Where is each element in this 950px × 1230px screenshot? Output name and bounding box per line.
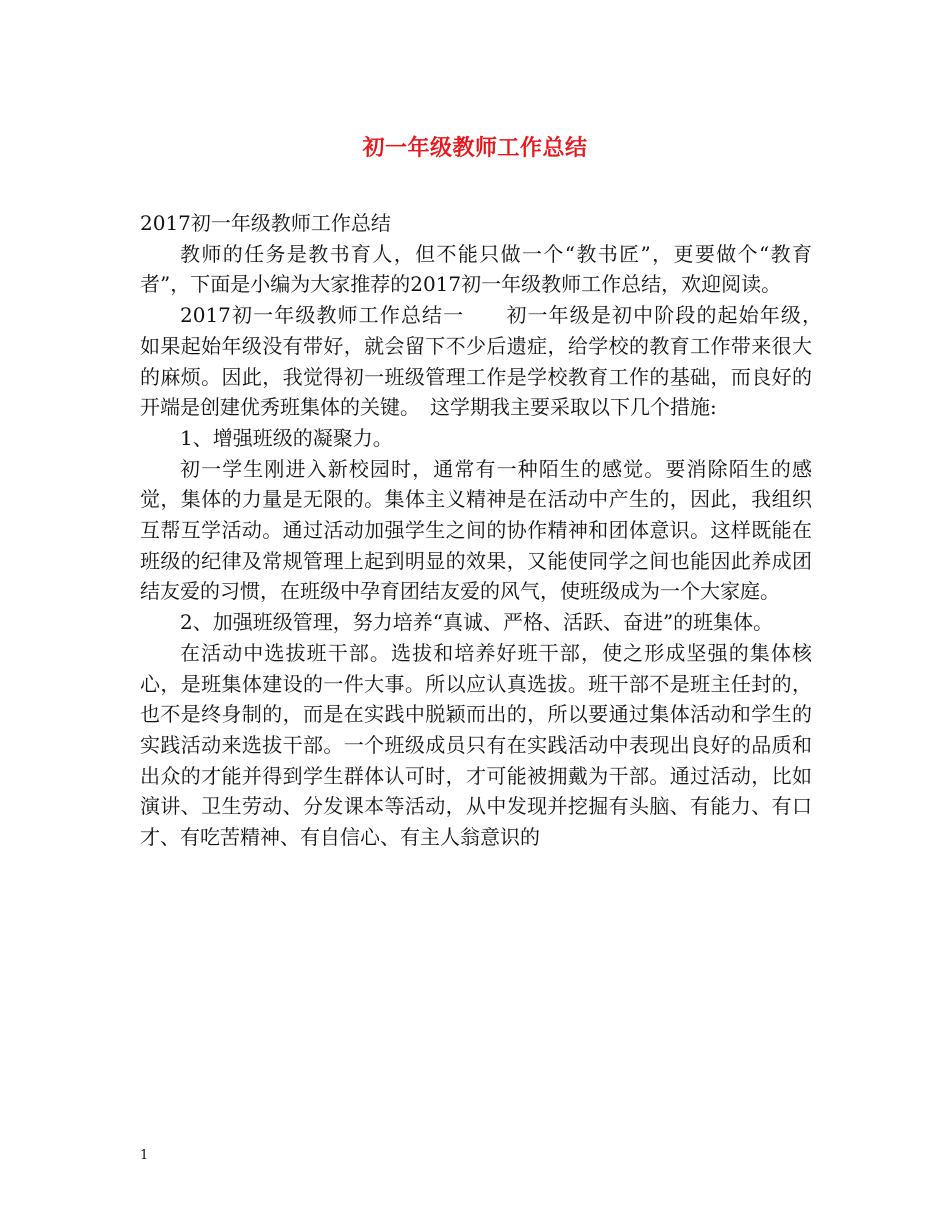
document-body	[140, 208, 832, 853]
subtitle-paragraph: 2017初一年级教师工作总结	[140, 211, 391, 235]
measure-one-heading: 1、增强班级的凝聚力。	[180, 425, 393, 450]
page-number: 1	[140, 1148, 149, 1163]
intro-paragraph: 教师的任务是教书育人，但不能只做一个“教书匠”，更要做个“教育者”，下面是小编为大家推荐的2017初一年级教师工作总结，欢迎阅读。	[140, 241, 812, 297]
section-one-paragraph: 2017初一年级教师工作总结一 初一年级是初中阶段的起始年级， 如果起始年级没有带好，就会留下不少后遗症，给学校的教育工作带来很大的麻烦。因此，我觉得初一班级管理工作是学校教育工作的基础，而良好的开端是创建优秀班集体的关键。 这学期我主要采取以下几个措施:	[140, 303, 832, 420]
measure-two-paragraph: 在活动中选拔班干部。选拔和培养好班干部，使之形成坚强的集体核心，是班集体建设的一件大事。所以应认真选拔。班干部不是班主任封的，也不是终身制的，而是在实践中脱颖而出的，所以要通过集体活动和学生的实践活动来选拔干部。一个班级成员只有在实践活动中表现出良好的品质和出众的才能并得到学生群体认可时，才可能被拥戴为干部。通过活动，比如演讲、卫生劳动、分发课本等活动，从中发现并挖掘有头脑、有能力、有口才、有吃苦精神、有自信心、有主人翁意识的	[140, 640, 812, 850]
measure-two-heading: 2、加强班级管理，努力培养“真诚、严格、活跃、奋进”的班集体。	[180, 610, 774, 635]
measure-one-paragraph: 初一学生刚进入新校园时，通常有一种陌生的感觉。要消除陌生的感觉，集体的力量是无限的。集体主义精神是在活动中产生的，因此，我组织互帮互学活动。通过活动加强学生之间的协作精神和团体意识。这样既能在班级的纪律及常规管理上起到明显的效果，又能使同学之间也能因此养成团结友爱的习惯，在班级中孕育团结友爱的风气，使班级成为一个大家庭。	[140, 456, 812, 604]
document-title: 初一年级教师工作总结	[362, 135, 588, 161]
